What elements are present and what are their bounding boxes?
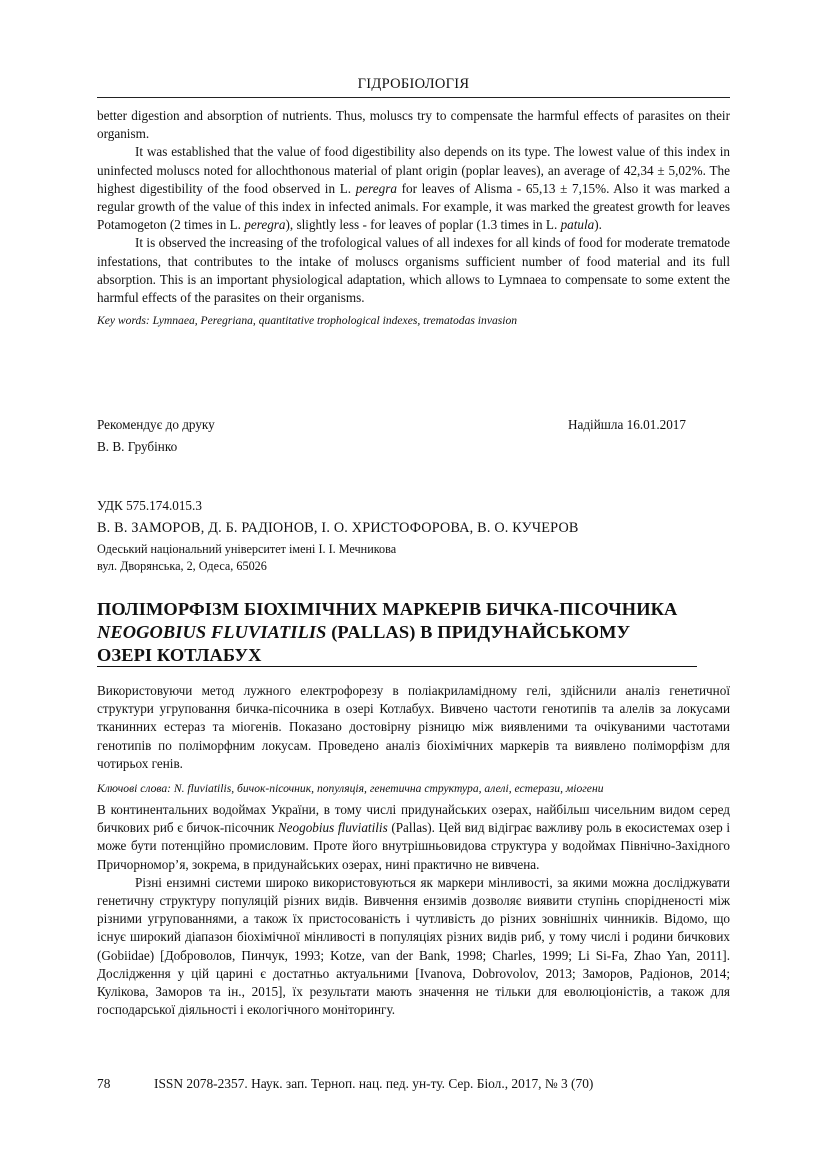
recommendation-block — [97, 416, 730, 456]
species-title-italic: NEOGOBIUS FLUVIATILIS — [97, 622, 327, 642]
text-span: (Pallas). Цей вид відіграє важливу роль в екосистемах озер і може бути потенційно промисловим. Проте його внутрішньовидова структура у водоймах Північно-Західного Причорномор’я, зокрема, в придунайських озерах, нині практично не вивчена. — [97, 820, 731, 872]
species-italic: patula — [560, 217, 595, 233]
article-body — [97, 801, 730, 1019]
running-header: ГІДРОБІОЛОГІЯ — [357, 76, 470, 92]
article-header — [97, 497, 730, 575]
ukrainian-keywords: Ключові слова: N. fluviatilis, бичок-пісочник, популяція, генетична структура, алелі, естерази, міогени — [97, 782, 604, 796]
article-title — [97, 598, 730, 667]
english-keywords: Key words: Lymnaea, Peregriana, quantitative trophological indexes, trematodas invasion — [97, 314, 518, 328]
page-number: 78 — [97, 1076, 111, 1091]
journal-citation: ISSN 2078-2357. Наук. зап. Терноп. нац. пед. ун-ту. Сер. Біол., 2017, № 3 (70) — [154, 1076, 594, 1091]
affiliation: Одеський національний університет імені І. І. Мечникова — [97, 542, 397, 556]
recommendation-label: Рекомендує до друку — [97, 417, 215, 432]
title-line-2 — [97, 621, 730, 644]
english-abstract — [97, 107, 730, 329]
text-span: for leaves of Alisma - 65,13 ± 7,15%. Also it was marked a regular growth of the value of this index in infected animals. For example, it was marked the greatest growth for leaves Potamogeton (2 times in L. — [97, 180, 730, 233]
body-paragraph-2: Різні ензимні системи широко використовуються як маркери мінливості, за якими можна досліджувати генетичну структуру популяцій різних видів. Вивчення ензимів дозволяє виявити ступінь спорідненості між різними угрупованнями, а також їх пристосованість і чутливість до різних зовнішніх чинників. Відомо, що існує широкий діапазон біохімічної мінливості в популяціях різних видів риб, у тому числі і родини бичкових (Gobiidae) [Доброволов, Пинчук, 1993; Kotze, van der Bank, 1998; Charles, 1999; Li Si-Fa, Zhao Yan, 2011]. Дослідження у цій царині є достатньо актуальними [Ivanova, Dobrovolov, 2013; Заморов, Радіонов, 2014; Кулікова, Заморов та ін., 2015], їх результати мають значення не тільки для еволюціоністів, а також для господарської діяльності і екологічного моніторингу. — [97, 874, 730, 1018]
text-span: It was established that the value of food digestibility also depends on its type. The lowest value of this index in uninfected moluscs noted for allochthonous material of plant origin (poplar leaves), an average of 42,34 ± 5,02%. The highest digestibility of the food observed in L. — [97, 144, 730, 196]
english-abstract-p3: It is observed the increasing of the trofological values of all indexes for all kinds of food for moderate trematode infestations, that contributes to the intake of moluscs organisms sufficient number of food material and its full absorption. This is an important physiological adaptation, which allows to Lymnaea to compensate to some extent the harmful effects of the parasites on their organisms. — [97, 235, 730, 306]
species-italic: Neogobius fluviatilis — [277, 820, 388, 836]
text-span: ). — [594, 217, 602, 233]
address: вул. Дворянська, 2, Одеса, 65026 — [97, 559, 267, 573]
body-paragraph-1 — [97, 801, 730, 874]
text-span: В континентальних водоймах України, в тому числі придунайських озерах, найбільш чисельним видом серед бичкових риб є бичок-пісочник — [97, 802, 730, 836]
received-date: Надійшла 16.01.2017 — [567, 417, 686, 432]
english-abstract-p1: better digestion and absorption of nutrients. Thus, moluscs try to compensate the harmful effects of parasites on their organism. — [97, 108, 730, 142]
text-span: ), slightly less - for leaves of poplar (1.3 times in L. — [285, 217, 561, 233]
title-line-3: ОЗЕРІ КОТЛАБУХ — [97, 645, 697, 667]
abstract-text: Використовуючи метод лужного електрофорезу в поліакриламідному гелі, здійснили аналіз генетичної структури угруповання бичка-пісочника в озері Котлабух. Вивчено частоти генотипів та алелів за локусами тканинних естераз та міогенів. Показано достовірну різницю між виявленими та очікуваними частотами генотипів по поліморфним локусам. Проведено аналіз біохімічних маркерів та виявлено поліморфізм для чотирьох генів. — [97, 683, 730, 771]
header-rule — [97, 97, 730, 98]
species-italic: peregra — [355, 180, 397, 196]
ukrainian-abstract — [97, 682, 730, 797]
udc-code: УДК 575.174.015.3 — [97, 498, 202, 513]
title-line-1: ПОЛІМОРФІЗМ БІОХІМІЧНИХ МАРКЕРІВ БИЧКА-ПІСОЧНИКА — [97, 599, 678, 619]
english-abstract-p2 — [97, 143, 730, 234]
reviewer-name: В. В. Грубінко — [97, 439, 178, 454]
title-line-2-rest: (PALLAS) В ПРИДУНАЙСЬКОМУ — [326, 622, 631, 642]
species-italic: peregra — [244, 217, 286, 233]
authors: В. В. ЗАМОРОВ, Д. Б. РАДІОНОВ, І. О. ХРИСТОФОРОВА, В. О. КУЧЕРОВ — [97, 520, 579, 536]
